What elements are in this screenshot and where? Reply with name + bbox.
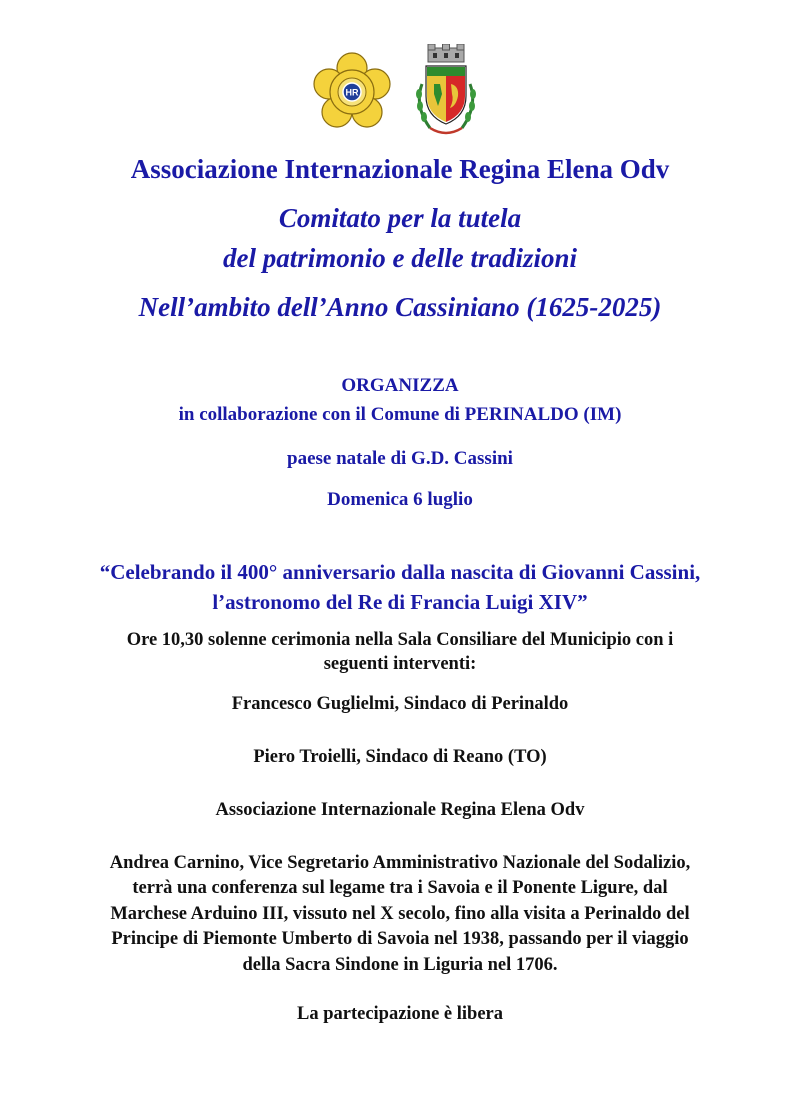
coat-of-arms-icon — [412, 44, 480, 140]
speaker-item: Associazione Internazionale Regina Elena Odv — [215, 800, 585, 820]
ceremony-line1: Ore 10,30 solenne cerimonia nella Sala Consiliare del Municipio con i — [126, 630, 674, 650]
conference-line: terrà una conferenza sul legame tra i Savoia e il Ponente Ligure, dal — [132, 878, 668, 898]
quote-line2: l’astronomo del Re di Francia Luigi XIV” — [212, 590, 588, 614]
organizza-heading: ORGANIZZA — [341, 375, 459, 396]
speaker-item: Francesco Guglielmi, Sindaco di Perinaldo — [231, 694, 569, 714]
participation-note: La partecipazione è libera — [296, 1004, 504, 1024]
conference-line: Andrea Carnino, Vice Segretario Amministrativo Nazionale del Sodalizio, — [109, 853, 691, 873]
committee-title-line1: Comitato per la tutela — [278, 203, 522, 233]
heraldic-rose-icon — [312, 52, 392, 132]
logos-row — [0, 44, 800, 140]
quote-line1: “Celebrando il 400° anniversario dalla nascita di Giovanni Cassini, — [99, 560, 701, 584]
conference-line: Principe di Piemonte Umberto di Savoia nel 1938, passando per il viaggio — [111, 929, 689, 949]
committee-title-line2: del patrimonio e delle tradizioni — [222, 243, 577, 273]
conference-line: della Sacra Sindone in Liguria nel 1706. — [242, 955, 558, 975]
ceremony-line2: seguenti interventi: — [323, 654, 477, 674]
event-date: Domenica 6 luglio — [327, 489, 473, 510]
anno-cassiniano-line: Nell’ambito dell’Anno Cassiniano (1625-2025) — [138, 292, 662, 322]
association-title: Associazione Internazionale Regina Elena Odv — [130, 154, 670, 184]
collaboration-line: in collaborazione con il Comune di PERINALDO (IM) — [178, 404, 622, 425]
conference-line: Marchese Arduino III, vissuto nel X secolo, fino alla visita a Perinaldo del — [110, 904, 690, 924]
rose-monogram: HR — [345, 87, 359, 98]
birthplace-line: paese natale di G.D. Cassini — [287, 448, 513, 469]
speaker-item: Piero Troielli, Sindaco di Reano (TO) — [253, 747, 547, 767]
